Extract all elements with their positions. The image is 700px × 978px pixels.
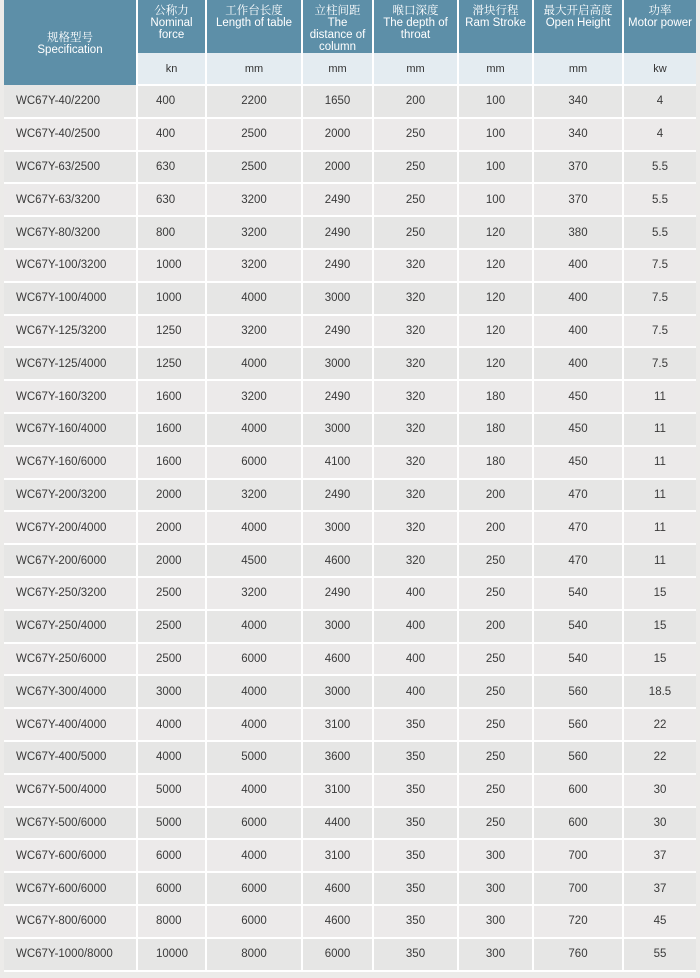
table-row bbox=[4, 183, 696, 216]
stroke-cell: 120 bbox=[458, 315, 533, 348]
power-cell: 22 bbox=[623, 741, 696, 774]
table-length-cell: 6000 bbox=[206, 905, 302, 938]
stroke-cell: 250 bbox=[458, 741, 533, 774]
open-height-cell: 540 bbox=[533, 610, 623, 643]
power-cell: 5.5 bbox=[623, 151, 696, 184]
force-cell: 1000 bbox=[137, 249, 206, 282]
model-cell: WC67Y-160/3200 bbox=[4, 380, 137, 413]
unit-cell: mm bbox=[533, 53, 623, 85]
table-row bbox=[4, 511, 696, 544]
table-length-cell: 4000 bbox=[206, 675, 302, 708]
model-cell: WC67Y-1000/8000 bbox=[4, 938, 137, 971]
unit-cell: kn bbox=[137, 53, 206, 85]
open-height-cell: 400 bbox=[533, 347, 623, 380]
stroke-cell: 300 bbox=[458, 872, 533, 905]
table-length-cell: 6000 bbox=[206, 643, 302, 676]
stroke-cell: 100 bbox=[458, 85, 533, 118]
table-row bbox=[4, 905, 696, 938]
model-cell: WC67Y-125/4000 bbox=[4, 347, 137, 380]
power-cell: 18.5 bbox=[623, 675, 696, 708]
stroke-cell: 120 bbox=[458, 282, 533, 315]
header-length-of-table bbox=[206, 0, 302, 53]
table-length-cell: 4500 bbox=[206, 544, 302, 577]
force-cell: 1600 bbox=[137, 413, 206, 446]
open-height-cell: 560 bbox=[533, 741, 623, 774]
stroke-cell: 120 bbox=[458, 249, 533, 282]
power-cell: 5.5 bbox=[623, 183, 696, 216]
stroke-cell: 120 bbox=[458, 216, 533, 249]
power-cell: 11 bbox=[623, 380, 696, 413]
table-row bbox=[4, 216, 696, 249]
header-zh: 最大开启高度 bbox=[543, 5, 613, 17]
throat-depth-cell: 320 bbox=[373, 479, 458, 512]
column-distance-cell: 6000 bbox=[302, 938, 373, 971]
stroke-cell: 100 bbox=[458, 151, 533, 184]
power-cell: 4 bbox=[623, 85, 696, 118]
open-height-cell: 450 bbox=[533, 446, 623, 479]
power-cell: 11 bbox=[623, 479, 696, 512]
column-distance-cell: 3100 bbox=[302, 774, 373, 807]
force-cell: 2000 bbox=[137, 511, 206, 544]
throat-depth-cell: 320 bbox=[373, 347, 458, 380]
stroke-cell: 100 bbox=[458, 118, 533, 151]
header-en: Motor power bbox=[628, 17, 692, 29]
power-cell: 37 bbox=[623, 839, 696, 872]
force-cell: 1600 bbox=[137, 380, 206, 413]
power-cell: 11 bbox=[623, 511, 696, 544]
open-height-cell: 470 bbox=[533, 511, 623, 544]
throat-depth-cell: 250 bbox=[373, 151, 458, 184]
table-length-cell: 6000 bbox=[206, 807, 302, 840]
model-cell: WC67Y-800/6000 bbox=[4, 905, 137, 938]
stroke-cell: 200 bbox=[458, 511, 533, 544]
header-en: Length of table bbox=[215, 17, 293, 29]
model-cell: WC67Y-500/4000 bbox=[4, 774, 137, 807]
column-distance-cell: 3000 bbox=[302, 675, 373, 708]
open-height-cell: 540 bbox=[533, 643, 623, 676]
model-cell: WC67Y-125/3200 bbox=[4, 315, 137, 348]
force-cell: 400 bbox=[137, 85, 206, 118]
power-cell: 22 bbox=[623, 708, 696, 741]
stroke-cell: 250 bbox=[458, 544, 533, 577]
header-en: Ram Stroke bbox=[465, 17, 526, 29]
open-height-cell: 700 bbox=[533, 872, 623, 905]
power-cell: 5.5 bbox=[623, 216, 696, 249]
open-height-cell: 470 bbox=[533, 544, 623, 577]
throat-depth-cell: 250 bbox=[373, 118, 458, 151]
table-length-cell: 3200 bbox=[206, 380, 302, 413]
table-row bbox=[4, 708, 696, 741]
force-cell: 1250 bbox=[137, 347, 206, 380]
force-cell: 6000 bbox=[137, 872, 206, 905]
column-distance-cell: 3600 bbox=[302, 741, 373, 774]
throat-depth-cell: 320 bbox=[373, 511, 458, 544]
throat-depth-cell: 320 bbox=[373, 282, 458, 315]
force-cell: 3000 bbox=[137, 675, 206, 708]
power-cell: 4 bbox=[623, 118, 696, 151]
open-height-cell: 560 bbox=[533, 708, 623, 741]
column-distance-cell: 4600 bbox=[302, 872, 373, 905]
stroke-cell: 120 bbox=[458, 347, 533, 380]
model-cell: WC67Y-63/2500 bbox=[4, 151, 137, 184]
open-height-cell: 400 bbox=[533, 315, 623, 348]
table-length-cell: 2500 bbox=[206, 151, 302, 184]
force-cell: 630 bbox=[137, 151, 206, 184]
stroke-cell: 100 bbox=[458, 183, 533, 216]
model-cell: WC67Y-80/3200 bbox=[4, 216, 137, 249]
power-cell: 11 bbox=[623, 446, 696, 479]
force-cell: 1250 bbox=[137, 315, 206, 348]
force-cell: 400 bbox=[137, 118, 206, 151]
throat-depth-cell: 200 bbox=[373, 85, 458, 118]
table-row bbox=[4, 643, 696, 676]
open-height-cell: 370 bbox=[533, 183, 623, 216]
power-cell: 15 bbox=[623, 577, 696, 610]
column-distance-cell: 2490 bbox=[302, 249, 373, 282]
column-distance-cell: 4600 bbox=[302, 544, 373, 577]
power-cell: 7.5 bbox=[623, 315, 696, 348]
column-distance-cell: 4100 bbox=[302, 446, 373, 479]
model-cell: WC67Y-200/3200 bbox=[4, 479, 137, 512]
table-row bbox=[4, 118, 696, 151]
force-cell: 800 bbox=[137, 216, 206, 249]
header-row bbox=[4, 0, 696, 53]
table-length-cell: 3200 bbox=[206, 216, 302, 249]
model-cell: WC67Y-600/6000 bbox=[4, 872, 137, 905]
table-length-cell: 4000 bbox=[206, 282, 302, 315]
table-row bbox=[4, 577, 696, 610]
throat-depth-cell: 350 bbox=[373, 708, 458, 741]
header-zh: 工作台长度 bbox=[225, 5, 283, 17]
header-zh: 滑块行程 bbox=[472, 5, 519, 17]
power-cell: 30 bbox=[623, 807, 696, 840]
table-length-cell: 6000 bbox=[206, 446, 302, 479]
open-height-cell: 470 bbox=[533, 479, 623, 512]
stroke-cell: 250 bbox=[458, 774, 533, 807]
stroke-cell: 200 bbox=[458, 610, 533, 643]
specification-table bbox=[4, 0, 696, 972]
power-cell: 7.5 bbox=[623, 282, 696, 315]
unit-cell: kw bbox=[623, 53, 696, 85]
stroke-cell: 250 bbox=[458, 675, 533, 708]
table-row bbox=[4, 479, 696, 512]
power-cell: 11 bbox=[623, 544, 696, 577]
model-cell: WC67Y-250/3200 bbox=[4, 577, 137, 610]
throat-depth-cell: 350 bbox=[373, 807, 458, 840]
unit-cell: mm bbox=[373, 53, 458, 85]
table-length-cell: 4000 bbox=[206, 610, 302, 643]
force-cell: 1000 bbox=[137, 282, 206, 315]
table-row bbox=[4, 347, 696, 380]
column-distance-cell: 3000 bbox=[302, 511, 373, 544]
force-cell: 630 bbox=[137, 183, 206, 216]
power-cell: 55 bbox=[623, 938, 696, 971]
throat-depth-cell: 400 bbox=[373, 675, 458, 708]
open-height-cell: 380 bbox=[533, 216, 623, 249]
header-open-height bbox=[533, 0, 623, 53]
stroke-cell: 250 bbox=[458, 643, 533, 676]
table-length-cell: 3200 bbox=[206, 249, 302, 282]
column-distance-cell: 4600 bbox=[302, 905, 373, 938]
stroke-cell: 180 bbox=[458, 413, 533, 446]
throat-depth-cell: 350 bbox=[373, 872, 458, 905]
table-length-cell: 2200 bbox=[206, 85, 302, 118]
stroke-cell: 250 bbox=[458, 807, 533, 840]
column-distance-cell: 2000 bbox=[302, 151, 373, 184]
table-row bbox=[4, 85, 696, 118]
throat-depth-cell: 350 bbox=[373, 741, 458, 774]
table-row bbox=[4, 774, 696, 807]
table-row bbox=[4, 741, 696, 774]
force-cell: 8000 bbox=[137, 905, 206, 938]
stroke-cell: 180 bbox=[458, 380, 533, 413]
table-body bbox=[4, 85, 696, 971]
stroke-cell: 250 bbox=[458, 577, 533, 610]
power-cell: 15 bbox=[623, 643, 696, 676]
open-height-cell: 700 bbox=[533, 839, 623, 872]
force-cell: 2500 bbox=[137, 577, 206, 610]
model-cell: WC67Y-500/6000 bbox=[4, 807, 137, 840]
column-distance-cell: 2490 bbox=[302, 577, 373, 610]
model-cell: WC67Y-250/6000 bbox=[4, 643, 137, 676]
throat-depth-cell: 320 bbox=[373, 380, 458, 413]
power-cell: 15 bbox=[623, 610, 696, 643]
throat-depth-cell: 320 bbox=[373, 315, 458, 348]
model-cell: WC67Y-160/4000 bbox=[4, 413, 137, 446]
open-height-cell: 340 bbox=[533, 118, 623, 151]
model-cell: WC67Y-400/4000 bbox=[4, 708, 137, 741]
header-zh: 规格型号 bbox=[47, 31, 93, 44]
model-cell: WC67Y-200/6000 bbox=[4, 544, 137, 577]
model-cell: WC67Y-40/2200 bbox=[4, 85, 137, 118]
force-cell: 2500 bbox=[137, 643, 206, 676]
header-en: Nominal force bbox=[150, 17, 193, 41]
throat-depth-cell: 250 bbox=[373, 183, 458, 216]
open-height-cell: 400 bbox=[533, 249, 623, 282]
table-row bbox=[4, 675, 696, 708]
power-cell: 7.5 bbox=[623, 249, 696, 282]
throat-depth-cell: 350 bbox=[373, 905, 458, 938]
table-row bbox=[4, 872, 696, 905]
open-height-cell: 760 bbox=[533, 938, 623, 971]
power-cell: 7.5 bbox=[623, 347, 696, 380]
column-distance-cell: 3000 bbox=[302, 282, 373, 315]
model-cell: WC67Y-300/4000 bbox=[4, 675, 137, 708]
header-en: Open Height bbox=[545, 17, 611, 29]
header-ram-stroke bbox=[458, 0, 533, 53]
force-cell: 4000 bbox=[137, 741, 206, 774]
model-cell: WC67Y-100/3200 bbox=[4, 249, 137, 282]
stroke-cell: 200 bbox=[458, 479, 533, 512]
column-distance-cell: 2000 bbox=[302, 118, 373, 151]
header-zh: 喉口深度 bbox=[392, 5, 439, 17]
table-row bbox=[4, 315, 696, 348]
header-en: Specification bbox=[37, 43, 103, 56]
table-length-cell: 4000 bbox=[206, 413, 302, 446]
column-distance-cell: 3000 bbox=[302, 413, 373, 446]
open-height-cell: 400 bbox=[533, 282, 623, 315]
table-length-cell: 5000 bbox=[206, 741, 302, 774]
table-row bbox=[4, 151, 696, 184]
force-cell: 6000 bbox=[137, 839, 206, 872]
table-row bbox=[4, 282, 696, 315]
table-row bbox=[4, 839, 696, 872]
column-distance-cell: 3100 bbox=[302, 708, 373, 741]
unit-cell: mm bbox=[302, 53, 373, 85]
stroke-cell: 300 bbox=[458, 839, 533, 872]
power-cell: 30 bbox=[623, 774, 696, 807]
throat-depth-cell: 320 bbox=[373, 249, 458, 282]
model-cell: WC67Y-600/6000 bbox=[4, 839, 137, 872]
open-height-cell: 600 bbox=[533, 807, 623, 840]
power-cell: 37 bbox=[623, 872, 696, 905]
open-height-cell: 450 bbox=[533, 380, 623, 413]
column-distance-cell: 4600 bbox=[302, 643, 373, 676]
table-length-cell: 6000 bbox=[206, 872, 302, 905]
throat-depth-cell: 250 bbox=[373, 216, 458, 249]
header-en: The distance of column bbox=[309, 17, 366, 53]
column-distance-cell: 2490 bbox=[302, 183, 373, 216]
throat-depth-cell: 350 bbox=[373, 774, 458, 807]
column-distance-cell: 1650 bbox=[302, 85, 373, 118]
table-row bbox=[4, 807, 696, 840]
table-length-cell: 4000 bbox=[206, 511, 302, 544]
throat-depth-cell: 320 bbox=[373, 544, 458, 577]
table-row bbox=[4, 413, 696, 446]
unit-cell: mm bbox=[458, 53, 533, 85]
table-length-cell: 4000 bbox=[206, 774, 302, 807]
stroke-cell: 250 bbox=[458, 708, 533, 741]
header-zh: 功率 bbox=[648, 5, 672, 17]
column-distance-cell: 2490 bbox=[302, 216, 373, 249]
table-length-cell: 3200 bbox=[206, 577, 302, 610]
table-length-cell: 4000 bbox=[206, 708, 302, 741]
throat-depth-cell: 350 bbox=[373, 938, 458, 971]
model-cell: WC67Y-250/4000 bbox=[4, 610, 137, 643]
column-distance-cell: 3000 bbox=[302, 347, 373, 380]
table-length-cell: 2500 bbox=[206, 118, 302, 151]
header-specification bbox=[4, 0, 137, 85]
header-depth-of-throat bbox=[373, 0, 458, 53]
table-length-cell: 8000 bbox=[206, 938, 302, 971]
unit-cell: mm bbox=[206, 53, 302, 85]
force-cell: 1600 bbox=[137, 446, 206, 479]
table-length-cell: 4000 bbox=[206, 347, 302, 380]
model-cell: WC67Y-400/5000 bbox=[4, 741, 137, 774]
table-length-cell: 3200 bbox=[206, 315, 302, 348]
column-distance-cell: 4400 bbox=[302, 807, 373, 840]
header-distance-of-column bbox=[302, 0, 373, 53]
header-zh: 公称力 bbox=[154, 5, 189, 17]
force-cell: 5000 bbox=[137, 807, 206, 840]
throat-depth-cell: 350 bbox=[373, 839, 458, 872]
open-height-cell: 370 bbox=[533, 151, 623, 184]
open-height-cell: 600 bbox=[533, 774, 623, 807]
model-cell: WC67Y-100/4000 bbox=[4, 282, 137, 315]
stroke-cell: 300 bbox=[458, 938, 533, 971]
throat-depth-cell: 400 bbox=[373, 610, 458, 643]
header-en: The depth of throat bbox=[383, 17, 448, 41]
header-zh: 立柱间距 bbox=[314, 5, 361, 17]
column-distance-cell: 2490 bbox=[302, 479, 373, 512]
open-height-cell: 720 bbox=[533, 905, 623, 938]
table-row bbox=[4, 249, 696, 282]
open-height-cell: 340 bbox=[533, 85, 623, 118]
throat-depth-cell: 400 bbox=[373, 643, 458, 676]
table-length-cell: 4000 bbox=[206, 839, 302, 872]
force-cell: 2500 bbox=[137, 610, 206, 643]
throat-depth-cell: 400 bbox=[373, 577, 458, 610]
power-cell: 45 bbox=[623, 905, 696, 938]
power-cell: 11 bbox=[623, 413, 696, 446]
table-row bbox=[4, 610, 696, 643]
model-cell: WC67Y-160/6000 bbox=[4, 446, 137, 479]
table-row bbox=[4, 446, 696, 479]
force-cell: 2000 bbox=[137, 544, 206, 577]
table-length-cell: 3200 bbox=[206, 183, 302, 216]
throat-depth-cell: 320 bbox=[373, 413, 458, 446]
table-length-cell: 3200 bbox=[206, 479, 302, 512]
force-cell: 5000 bbox=[137, 774, 206, 807]
table-row bbox=[4, 380, 696, 413]
throat-depth-cell: 320 bbox=[373, 446, 458, 479]
model-cell: WC67Y-200/4000 bbox=[4, 511, 137, 544]
force-cell: 10000 bbox=[137, 938, 206, 971]
open-height-cell: 560 bbox=[533, 675, 623, 708]
table-row bbox=[4, 938, 696, 971]
model-cell: WC67Y-40/2500 bbox=[4, 118, 137, 151]
stroke-cell: 180 bbox=[458, 446, 533, 479]
header-nominal-force bbox=[137, 0, 206, 53]
column-distance-cell: 2490 bbox=[302, 315, 373, 348]
model-cell: WC67Y-63/3200 bbox=[4, 183, 137, 216]
open-height-cell: 450 bbox=[533, 413, 623, 446]
stroke-cell: 300 bbox=[458, 905, 533, 938]
header-motor-power bbox=[623, 0, 696, 53]
force-cell: 4000 bbox=[137, 708, 206, 741]
open-height-cell: 540 bbox=[533, 577, 623, 610]
column-distance-cell: 3100 bbox=[302, 839, 373, 872]
table-row bbox=[4, 544, 696, 577]
column-distance-cell: 2490 bbox=[302, 380, 373, 413]
force-cell: 2000 bbox=[137, 479, 206, 512]
column-distance-cell: 3000 bbox=[302, 610, 373, 643]
